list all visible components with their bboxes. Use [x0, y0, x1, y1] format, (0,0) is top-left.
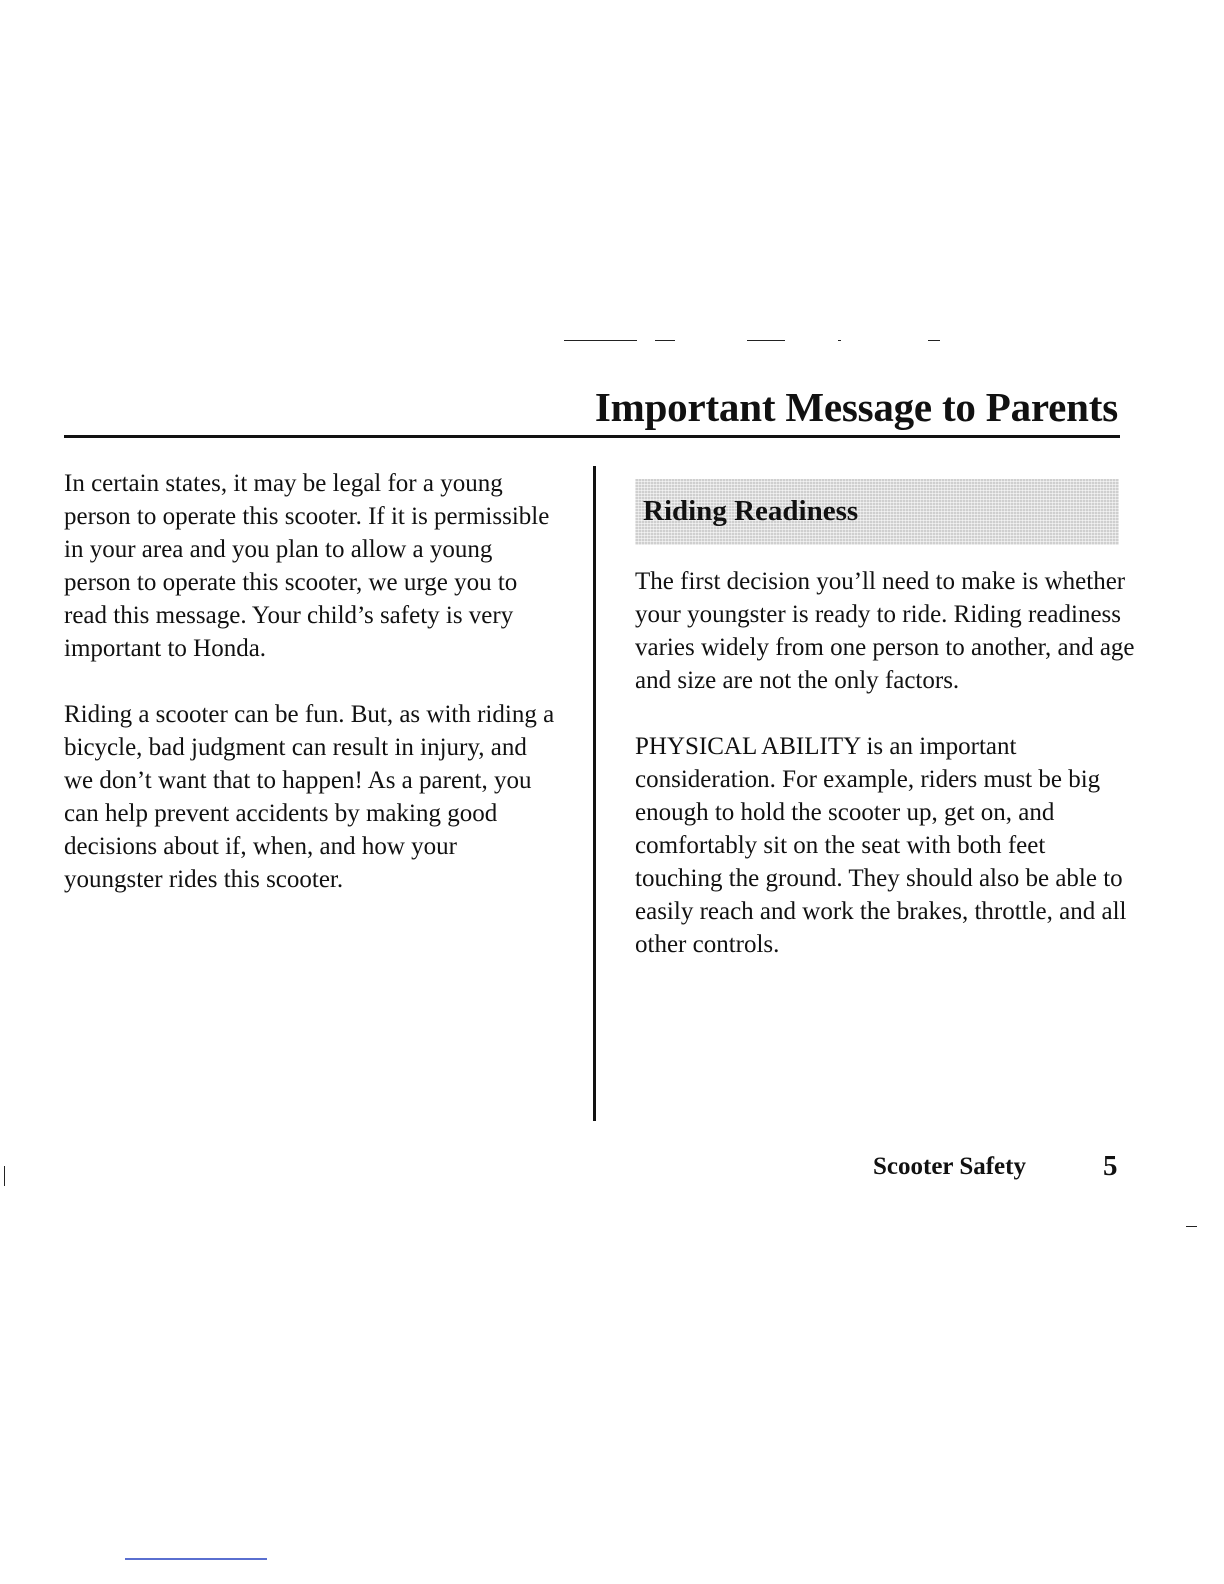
page-number: 5 [1103, 1150, 1118, 1182]
scan-mark [1186, 1226, 1197, 1227]
left-column [64, 467, 559, 929]
scan-mark [564, 340, 637, 341]
section-title: Riding Readiness [643, 495, 859, 527]
page-title: Important Message to Parents [594, 384, 1118, 430]
scan-mark [125, 1558, 267, 1560]
footer-section-name: Scooter Safety [873, 1153, 1026, 1180]
right-column [635, 565, 1135, 994]
scan-mark [838, 340, 841, 341]
scan-mark [928, 340, 940, 341]
paragraph: Riding a scooter can be fun. But, as with riding a bicycle, bad judgment can result in injury, and we don’t want that to happen! As a parent, you can help prevent accidents by making good decisions about if, when, and how your youngster rides this scooter. [64, 701, 555, 893]
scan-mark [655, 340, 675, 341]
scan-mark [747, 340, 785, 341]
paragraph: In certain states, it may be legal for a young person to operate this scooter. If it is permissible in your area and you plan to allow a young person to operate this scooter, we urge you to read this message. Your child’s safety is very important to Honda. [64, 470, 550, 662]
paragraph: The first decision you’ll need to make is whether your youngster is ready to ride. Riding readiness varies widely from one person to another, and age and size are not the only factors. [635, 568, 1135, 694]
column-divider [593, 466, 596, 1121]
section-banner [635, 479, 1119, 545]
scan-mark [4, 1166, 5, 1186]
title-rule [64, 435, 1120, 438]
paragraph: PHYSICAL ABILITY is an important consideration. For example, riders must be big enough to hold the scooter up, get on, and comfortably sit on the seat with both feet touching the ground. They should also be able to easily reach and work the brakes, throttle, and all other controls. [635, 733, 1127, 958]
